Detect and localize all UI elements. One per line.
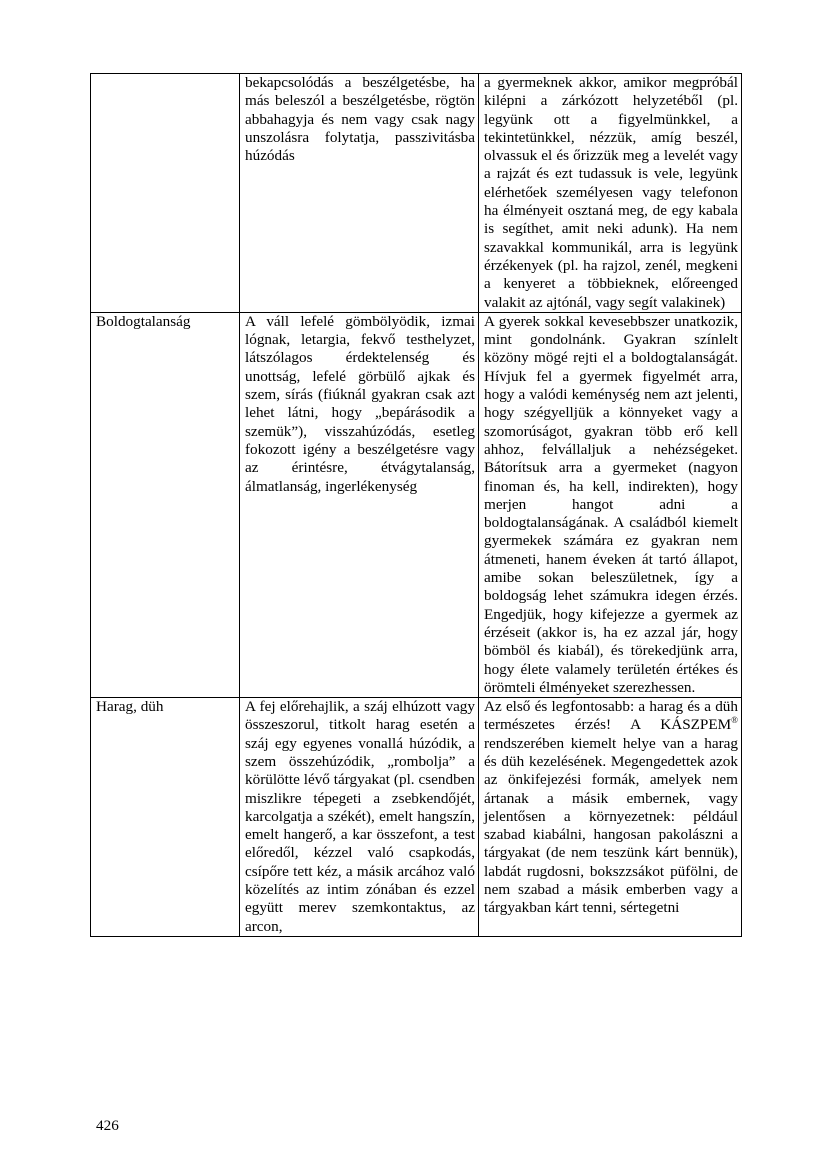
signs-cell: A váll lefelé gömbölyödik, izmai lógnak, letargia, fekvő testhelyzet, látszólagos érdektelenség és unottság, lefelé görbülő ajkak és szem, sírás (fiúknál gyakran csak azt lehet látni, hogy „bepárásodik a szemük”), visszahúzódás, esetleg fokozott igény a beszélgetésre vagy az érintésre, étvágytalanság, álmatlanság, ingerlékenység <box>240 312 479 697</box>
table-row <box>91 74 742 313</box>
emotions-table <box>90 73 742 937</box>
response-text-end: rendszerében kiemelt helye van a harag és düh kezelésének. Megengedettek azok az önkifejezési formák, amelyek nem ártanak a másik embernek, vagy jelentősen a környezetnek: például szabad kiabálni, hangosan pakolászni a tárgyakat (de nem teszünk kárt bennük), labdát rugdosni, bokszzsákot püfölni, de nem szabad a másik emberben vagy a tárgyakban kárt tenni, sértegetni <box>484 734 738 917</box>
emotion-cell <box>91 74 240 313</box>
response-cell: a gyermeknek akkor, amikor megpróbál kilépni a zárkózott helyzetéből (pl. legyünk ott a figyelmünkkel, a tekintetünkkel, nézzük, amíg beszél, olvassuk el és őrizzük meg a levelét vagy a rajzát és ezt tudassuk is vele, legyünk elérhetőek személyesen vagy telefonon ha élményeit osztaná meg, de egy kabala is segíthet, amit neki adunk). Ha nem szavakkal kommunikál, arra is legyünk érzékenyek (pl. ha rajzol, zenél, megkeni a kenyeret a többieknek, előreenged valakit az ajtónál, vagy segít valakinek) <box>479 74 742 313</box>
registered-mark: ® <box>731 715 738 726</box>
signs-cell: bekapcsolódás a beszélgetésbe, ha más beleszól a beszélgetésbe, rögtön abbahagyja és nem vagy csak nagy unszolásra folytatja, passzivitásba húzódás <box>240 74 479 313</box>
response-text-start: Az első és legfontosabb: a harag és a düh természetes érzés! A KÁSZPEM <box>484 698 738 734</box>
emotion-cell: Boldogtalanság <box>91 312 240 697</box>
signs-cell: A fej előrehajlik, a száj elhúzott vagy összeszorul, titkolt harag esetén a száj egy egyenes vonallá húzódik, a szem összehúzódik, „rombolja” a körülötte lévő tárgyakat (pl. csendben miszlikre tépegeti a zsebkendőjét, karcolgatja a székét), emelt hangszín, emelt hangerő, a kar összefont, a test előredől, kézzel való csapkodás, csípőre tett kéz, a másik arcához való közelítés az intim zónában és ezzel együtt merev szemkontaktus, az arcon, <box>240 698 479 937</box>
response-cell <box>479 698 742 937</box>
table-row <box>91 698 742 937</box>
table-row <box>91 312 742 697</box>
page-number: 426 <box>96 1117 119 1134</box>
response-cell: A gyerek sokkal kevesebbszer unatkozik, mint gondolnánk. Gyakran színlelt közöny mögé rejti el a boldogtalanságát. Hívjuk fel a gyermek figyelmét arra, hogy a valódi keménység nem azt jelenti, hogy szégyelljük a könnyeket vagy a szomorúságot, gyakran több erő kell ahhoz, felvállaljuk a nehézségeket. Bátorítsuk arra a gyermeket (nagyon finoman és, ha kell, indirekten), hogy merjen hangot adni a boldogtalanságának. A családból kiemelt gyermekek számára ez gyakran nem átmeneti, hanem éveken át tartó állapot, amibe sokan beleszületnek, így a boldogság lehet számukra idegen érzés. Engedjük, hogy kifejezze a gyermek az érzéseit (akkor is, ha ez azzal jár, hogy bömböl és kiabál), és törekedjünk arra, hogy élete valamely területén értékes és örömteli élményeket szerezhessen. <box>479 312 742 697</box>
emotion-cell: Harag, düh <box>91 698 240 937</box>
